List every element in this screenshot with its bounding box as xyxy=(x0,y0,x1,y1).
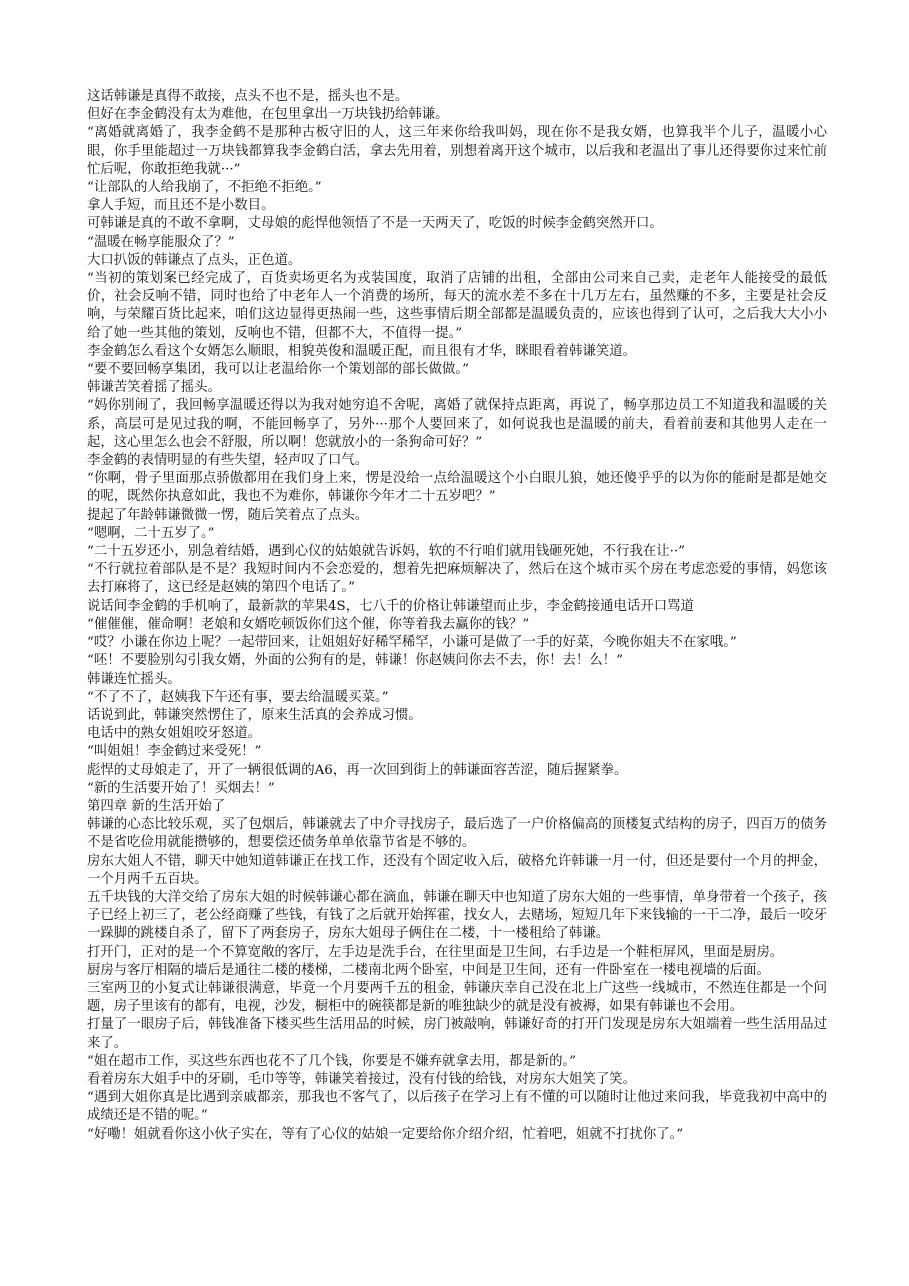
paragraph: “遇到大姐你真是比遇到亲戚都亲，那我也不客气了，以后孩子在学习上有不懂的可以随时让他过来问我，毕竟我初中高中的成绩还是不错的呢。” xyxy=(87,1090,827,1124)
paragraph: 可韩谦是真的不敢不拿啊，丈母娘的彪悍他领悟了不是一天两天了，吃饭的时候李金鹤突然开口。 xyxy=(87,216,663,232)
paragraph: 五千块钱的大洋交给了房东大姐的时候韩谦心都在滴血，韩谦在聊天中也知道了房东大姐的一些事情，单身带着一个孩子，孩子已经上初三了，老公经商赚了些钱，有钱了之后就开始挥霍，找女人，去赌场，短短几年下来钱输的一干二净，最后一咬牙一跺脚的跳楼自杀了，留下了两套房子，房东大姐母子俩住在二楼，十一楼租给了韩谦。 xyxy=(87,889,827,942)
paragraph: “催催催，催命啊！老娘和女婿吃顿饭你们这个催，你等着我去赢你的钱？” xyxy=(87,616,530,632)
paragraph: “妈你别闹了，我回畅享温暖还得以为我对她穷追不舍呢，离婚了就保持点距离，再说了，畅享那边员工不知道我和温暖的关系，高层可是见过我的啊，不能回畅享了，另外···那个人要回来了，如何说我也是温暖的前夫，看着前妻和其他男人走在一起，这心里怎么也会不舒服，所以啊！您就放小的一条狗命可好？” xyxy=(87,398,827,450)
paragraph: 打开门，正对的是一个不算宽敞的客厅，左手边是洗手台，在往里面是卫生间，右手边是一个鞋柜屏风，里面是厨房。 xyxy=(87,944,784,960)
paragraph: 厨房与客厅相隔的墙后是通往二楼的楼梯，二楼南北两个卧室，中间是卫生间，还有一件卧室在一楼电视墙的后面。 xyxy=(87,962,770,978)
paragraph: 但好在李金鹤没有太为难他，在包里拿出一万块钱扔给韩谦。 xyxy=(87,107,449,123)
paragraph: “哎？小谦在你边上呢？一起带回来，让姐姐好好稀罕稀罕，小谦可是做了一手的好菜，今晚你姐夫不在家哦。” xyxy=(87,635,737,651)
paragraph: 这话韩谦是真得不敢接，点头不也不是，摇头也不是。 xyxy=(87,89,409,104)
paragraph: 韩谦苦笑着摇了摇头。 xyxy=(87,380,221,396)
paragraph: “让部队的人给我崩了，不拒绝不拒绝。” xyxy=(87,180,322,196)
paragraph: 提起了年龄韩谦微微一愣，随后笑着点了点头。 xyxy=(87,507,369,523)
paragraph: “叫姐姐！李金鹤过来受死！” xyxy=(87,744,262,760)
paragraph: 拿人手短，而且还不是小数目。 xyxy=(87,198,275,214)
paragraph: 李金鹤的表情明显的有些失望，轻声叹了口气。 xyxy=(87,453,369,469)
paragraph: “新的生活要开始了！买烟去！” xyxy=(87,780,275,796)
chapter-heading: 第四章 新的生活开始了 xyxy=(87,798,226,814)
paragraph: 说话间李金鹤的手机响了，最新款的苹果4S，七八千的价格让韩谦望而止步，李金鹤接通电话开口骂道 xyxy=(87,598,694,614)
paragraph: 电话中的熟女姐姐咬牙怒道。 xyxy=(87,726,262,742)
paragraph: 韩谦连忙摇头。 xyxy=(87,671,181,687)
paragraph: 彪悍的丈母娘走了，开了一辆很低调的A6，再一次回到街上的韩谦面容苦涩，随后握紧拳。 xyxy=(87,762,628,778)
paragraph: “当初的策划案已经完成了，百货卖场更名为戎装国度，取消了店铺的出租，全部由公司来自己卖，走老年人能接受的最低价，社会反响不错，同时也给了中老年人一个消费的场所，每天的流水差不多在十几万左右，虽然赚的不多，主要是社会反响，与荣耀百货比起来，咱们这边显得更热闹一些，这些事情后期全部都是温暖负责的，应该也得到了认可，之后我大大小小给了她一些其他的策划，反响也不错，但都不大，不值得一提。” xyxy=(87,271,827,341)
paragraph: 打量了一眼房子后，韩钱准备下楼买些生活用品的时候，房门被敲响，韩谦好奇的打开门发现是房东大姐端着一些生活用品过来了。 xyxy=(87,1017,827,1051)
paragraph: “好嘞！姐就看你这小伙子实在，等有了心仪的姑娘一定要给你介绍介绍，忙着吧，姐就不打扰你了。” xyxy=(87,1126,684,1142)
paragraph: “要不要回畅享集团，我可以让老温给你一个策划部的部长做做。” xyxy=(87,362,469,378)
paragraph: “姐在超市工作，买这些东西也花不了几个钱，你要是不嫌弃就拿去用，都是新的。” xyxy=(87,1053,577,1069)
paragraph: “温暖在畅享能服众了？” xyxy=(87,234,235,250)
paragraph: 三室两卫的小复式让韩谦很满意，毕竟一个月要两千五的租金，韩谦庆幸自己没在北上广这些一线城市，不然连住都是一个问题，房子里该有的都有，电视，沙发，橱柜中的碗筷都是新的唯独缺少的就是没有被褥，如果有韩谦也不会用。 xyxy=(87,980,827,1015)
paragraph: “二十五岁还小，别急着结婚，遇到心仪的姑娘就告诉妈，软的不行咱们就用钱砸死她，不行我在让··” xyxy=(87,544,685,560)
paragraph: “你啊，骨子里面那点骄傲都用在我们身上来，愣是没给一点给温暖这个小白眼儿狼，她还傻乎乎的以为你的能耐是都是她交的呢，既然你执意如此，我也不为难你，韩谦你今年才二十五岁吧？” xyxy=(87,471,827,505)
paragraph: 看着房东大姐手中的牙刷，毛巾等等，韩谦笑着接过，没有付钱的给钱，对房东大姐笑了笑。 xyxy=(87,1071,637,1087)
paragraph: 大口扒饭的韩谦点了点头，正色道。 xyxy=(87,252,302,268)
paragraph: 房东大姐人不错，聊天中她知道韩谦正在找工作，还没有个固定收入后，破格允许韩谦一月一付，但还是要付一个月的押金，一个月两千五百块。 xyxy=(87,853,827,887)
document-body xyxy=(87,88,827,1144)
paragraph: 李金鹤怎么看这个女婿怎么顺眼，相貌英俊和温暖正配，而且很有才华，眯眼看着韩谦笑道。 xyxy=(87,343,637,359)
paragraph: “嗯啊，二十五岁了。” xyxy=(87,525,215,541)
paragraph: “离婚就离婚了，我李金鹤不是那种古板守旧的人，这三年来你给我叫妈，现在你不是我女婿，也算我半个儿子，温暖小心眼，你手里能超过一万块钱都算我李金鹤白活，拿去先用着，别想着离开这个城市，以后我和老温出了事儿还得要你过来忙前忙后呢，你敢拒绝我就···” xyxy=(87,125,827,177)
paragraph: 韩谦的心态比较乐观，买了包烟后，韩谦就去了中介寻找房子，最后选了一户价格偏高的顶楼复式结构的房子，四百万的债务不是省吃俭用就能攒够的，想要偿还债务单单依靠节省是不够的。 xyxy=(87,817,827,851)
paragraph: 话说到此，韩谦突然愣住了，原来生活真的会养成习惯。 xyxy=(87,707,422,723)
paragraph: “呸！不要脸别勾引我女婿，外面的公狗有的是，韩谦！你赵姨问你去不去，你！去！么！” xyxy=(87,653,623,669)
paragraph: “不了不了，赵姨我下午还有事，要去给温暖买菜。” xyxy=(87,689,389,705)
paragraph: “不行就拉着部队是不是？我短时间内不会恋爱的，想着先把麻烦解决了，然后在这个城市买个房在考虑恋爱的事情，妈您该去打麻将了，这已经是赵姨的第四个电话了。” xyxy=(87,562,827,596)
